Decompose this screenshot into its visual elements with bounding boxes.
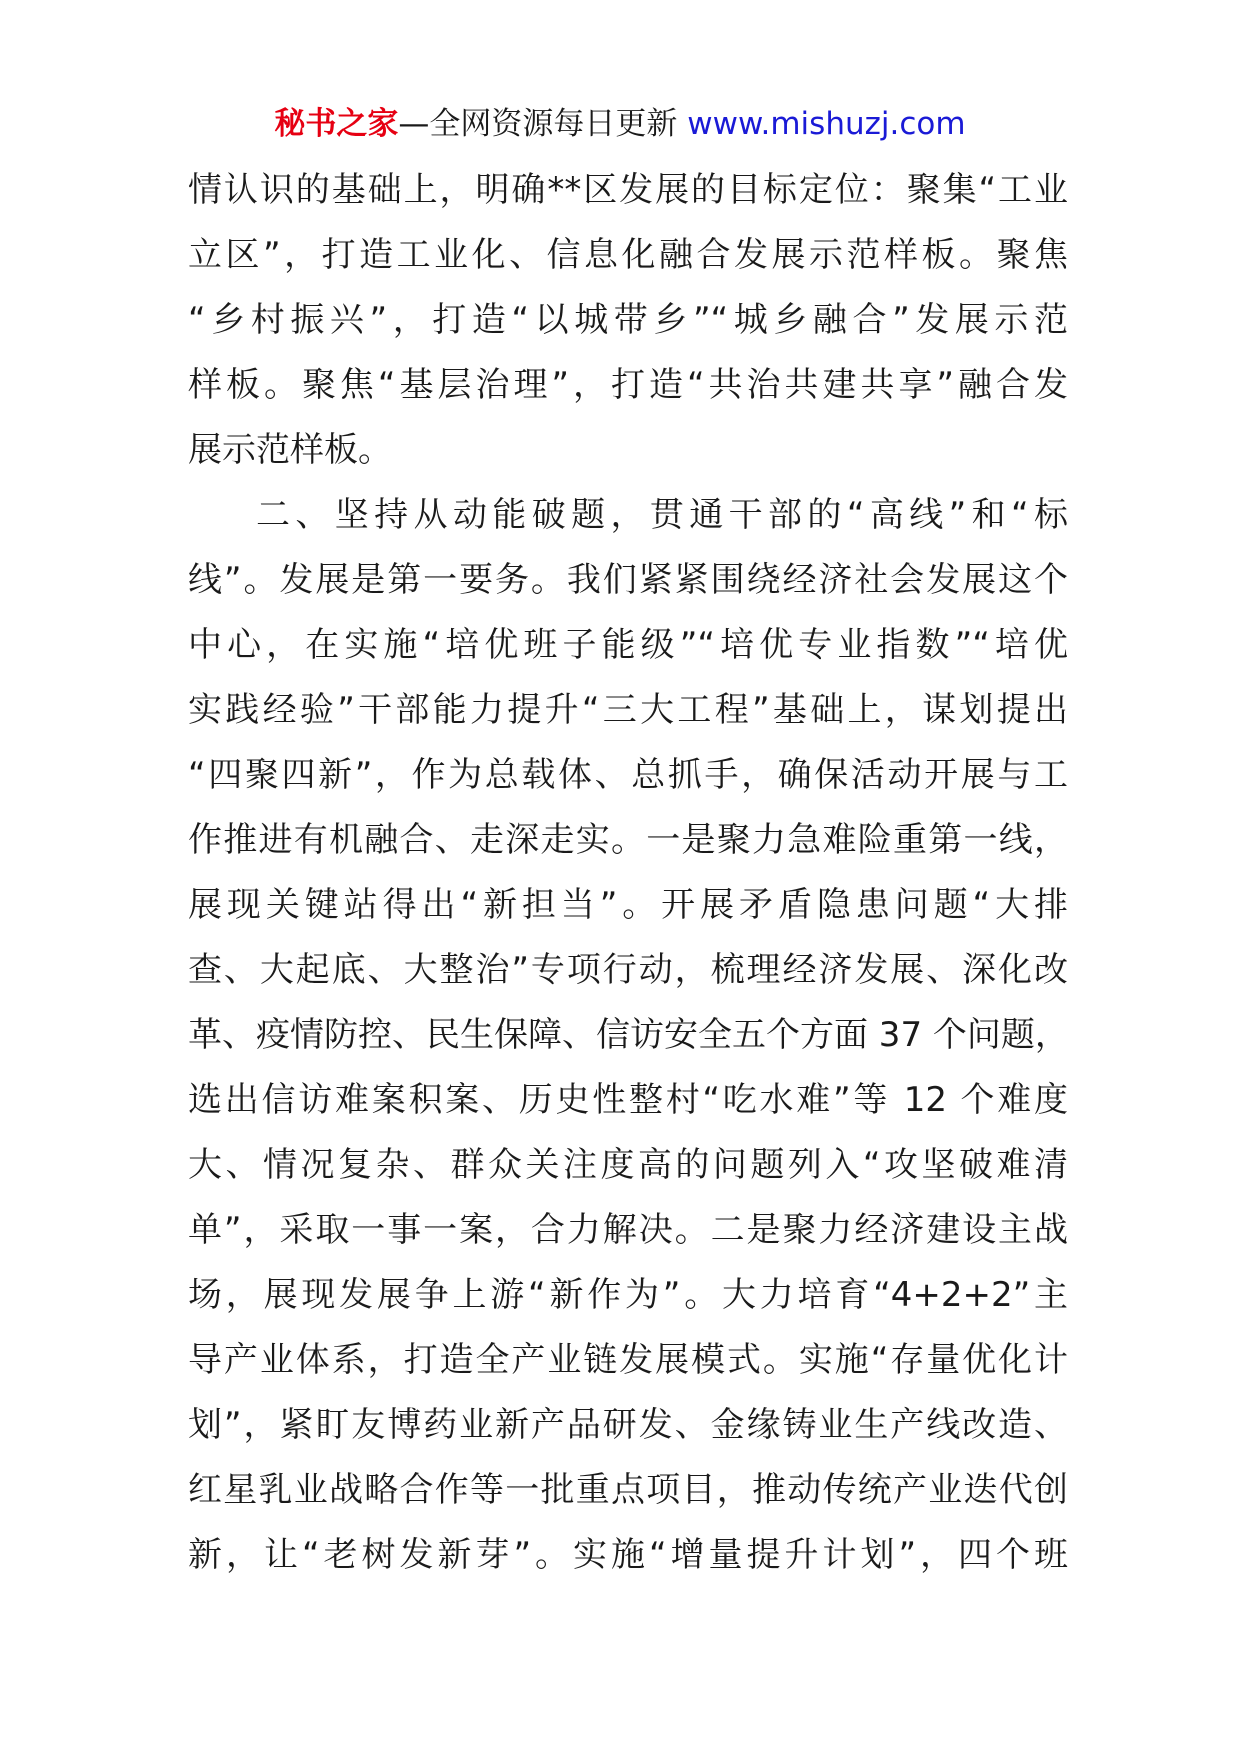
text-line: 展现关键站得出“新担当”。开展矛盾隐患问题“大排 (188, 885, 1068, 925)
text-line: 展示范样板。 (188, 430, 392, 470)
text-line: 线”。发展是第一要务。我们紧紧围绕经济社会发展这个 (188, 560, 1068, 600)
text-line: 导产业体系，打造全产业链发展模式。实施“存量优化计 (188, 1340, 1068, 1380)
header-tagline: —全网资源每日更新 (398, 106, 678, 142)
text-line: 划”，紧盯友博药业新产品研发、金缘铸业生产线改造、 (188, 1405, 1068, 1445)
document-body (188, 158, 1068, 1588)
text-line: 实践经验”干部能力提升“三大工程”基础上，谋划提出 (188, 690, 1068, 730)
text-line: 立区”，打造工业化、信息化融合发展示范样板。聚焦 (188, 235, 1068, 275)
text-line: “四聚四新”，作为总载体、总抓手，确保活动开展与工 (188, 755, 1068, 795)
text-line: 情认识的基础上，明确**区发展的目标定位：聚集“工业 (188, 170, 1068, 210)
text-line: 作推进有机融合、走深走实。一是聚力急难险重第一线， (188, 820, 1068, 860)
text-line: 新，让“老树发新芽”。实施“增量提升计划”，四个班 (188, 1535, 1068, 1575)
brand-name: 秘书之家 (274, 106, 399, 142)
section-heading-line: 二、坚持从动能破题，贯通干部的“高线”和“标 (256, 495, 1068, 535)
text-line: 大、情况复杂、群众关注度高的问题列入“攻坚破难清 (188, 1145, 1068, 1185)
text-line: 查、大起底、大整治”专项行动，梳理经济发展、深化改 (188, 950, 1068, 990)
text-line: 选出信访难案积案、历史性整村“吃水难”等 12 个难度 (188, 1080, 1068, 1120)
site-url-link[interactable]: www.mishuzj.com (687, 106, 966, 142)
text-line: 场，展现发展争上游“新作为”。大力培育“4+2+2”主 (188, 1275, 1068, 1315)
text-line: 样板。聚焦“基层治理”，打造“共治共建共享”融合发 (188, 365, 1068, 405)
text-line: 单”，采取一事一案，合力解决。二是聚力经济建设主战 (188, 1210, 1068, 1250)
text-line: “乡村振兴”，打造“以城带乡”“城乡融合”发展示范 (188, 300, 1068, 340)
text-line: 中心，在实施“培优班子能级”“培优专业指数”“培优 (188, 625, 1068, 665)
text-line: 红星乳业战略合作等一批重点项目，推动传统产业迭代创 (188, 1470, 1068, 1510)
page-header (0, 104, 1240, 144)
text-line: 革、疫情防控、民生保障、信访安全五个方面 37 个问题， (188, 1015, 1069, 1055)
